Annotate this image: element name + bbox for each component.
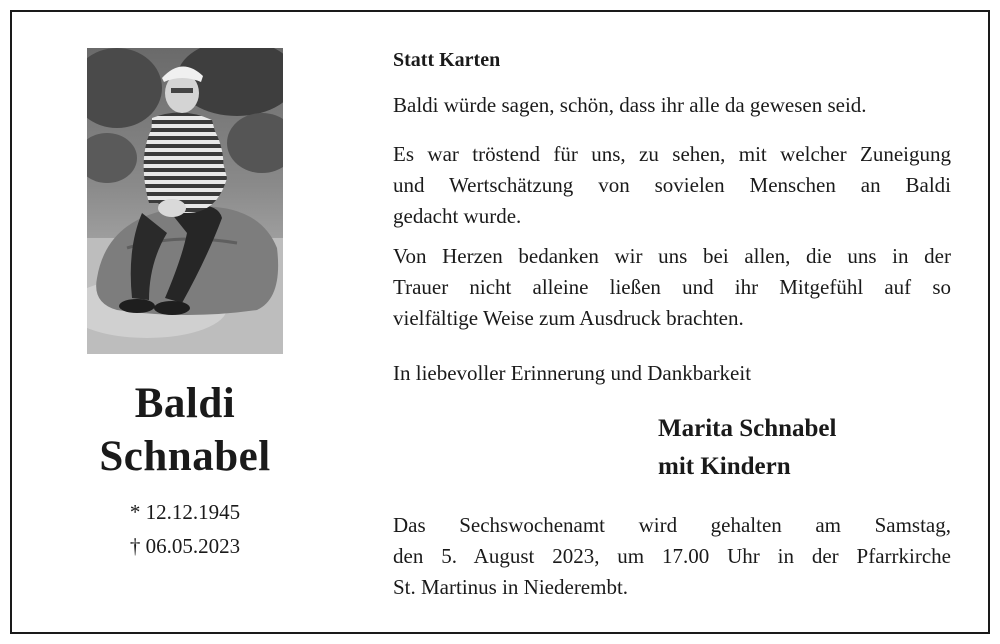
paragraph-line: gedacht wurde. bbox=[393, 204, 522, 228]
portrait-photo bbox=[87, 48, 283, 354]
paragraph-line: Trauer nicht alleine ließen und ihr Mitgefühl auf so bbox=[393, 275, 951, 299]
heading-statt-karten: Statt Karten bbox=[393, 49, 501, 71]
photo-image bbox=[87, 48, 283, 354]
paragraph-line: den 5. August 2023, um 17.00 Uhr in der Pfarrkirche bbox=[393, 544, 951, 568]
paragraph-line: Das Sechswochenamt wird gehalten am Samstag, bbox=[393, 513, 951, 537]
paragraph-line: vielfältige Weise zum Ausdruck brachten. bbox=[393, 306, 744, 330]
paragraph-line: Es war tröstend für uns, zu sehen, mit welcher Zuneigung bbox=[393, 142, 951, 166]
death-date: † 06.05.2023 bbox=[129, 534, 241, 558]
paragraph-thanks-comfort bbox=[393, 139, 951, 232]
signer-family: mit Kindern bbox=[658, 453, 791, 480]
paragraph-service-info bbox=[393, 510, 951, 603]
paragraph-line: Von Herzen bedanken wir uns bei allen, die uns in der bbox=[393, 244, 951, 268]
paragraph-line: St. Martinus in Niederembt. bbox=[393, 575, 629, 599]
deceased-first-name: Baldi bbox=[134, 380, 236, 427]
signer-name: Marita Schnabel bbox=[658, 415, 837, 442]
paragraph-line: und Wertschätzung von sovielen Menschen an Baldi bbox=[393, 173, 951, 197]
closing-line: In liebevoller Erinnerung und Dankbarkeit bbox=[393, 361, 752, 385]
paragraph-intro: Baldi würde sagen, schön, dass ihr alle da gewesen seid. bbox=[393, 93, 867, 117]
deceased-last-name: Schnabel bbox=[99, 433, 271, 480]
paragraph-thanks-all bbox=[393, 241, 951, 334]
birth-date: * 12.12.1945 bbox=[129, 500, 241, 524]
